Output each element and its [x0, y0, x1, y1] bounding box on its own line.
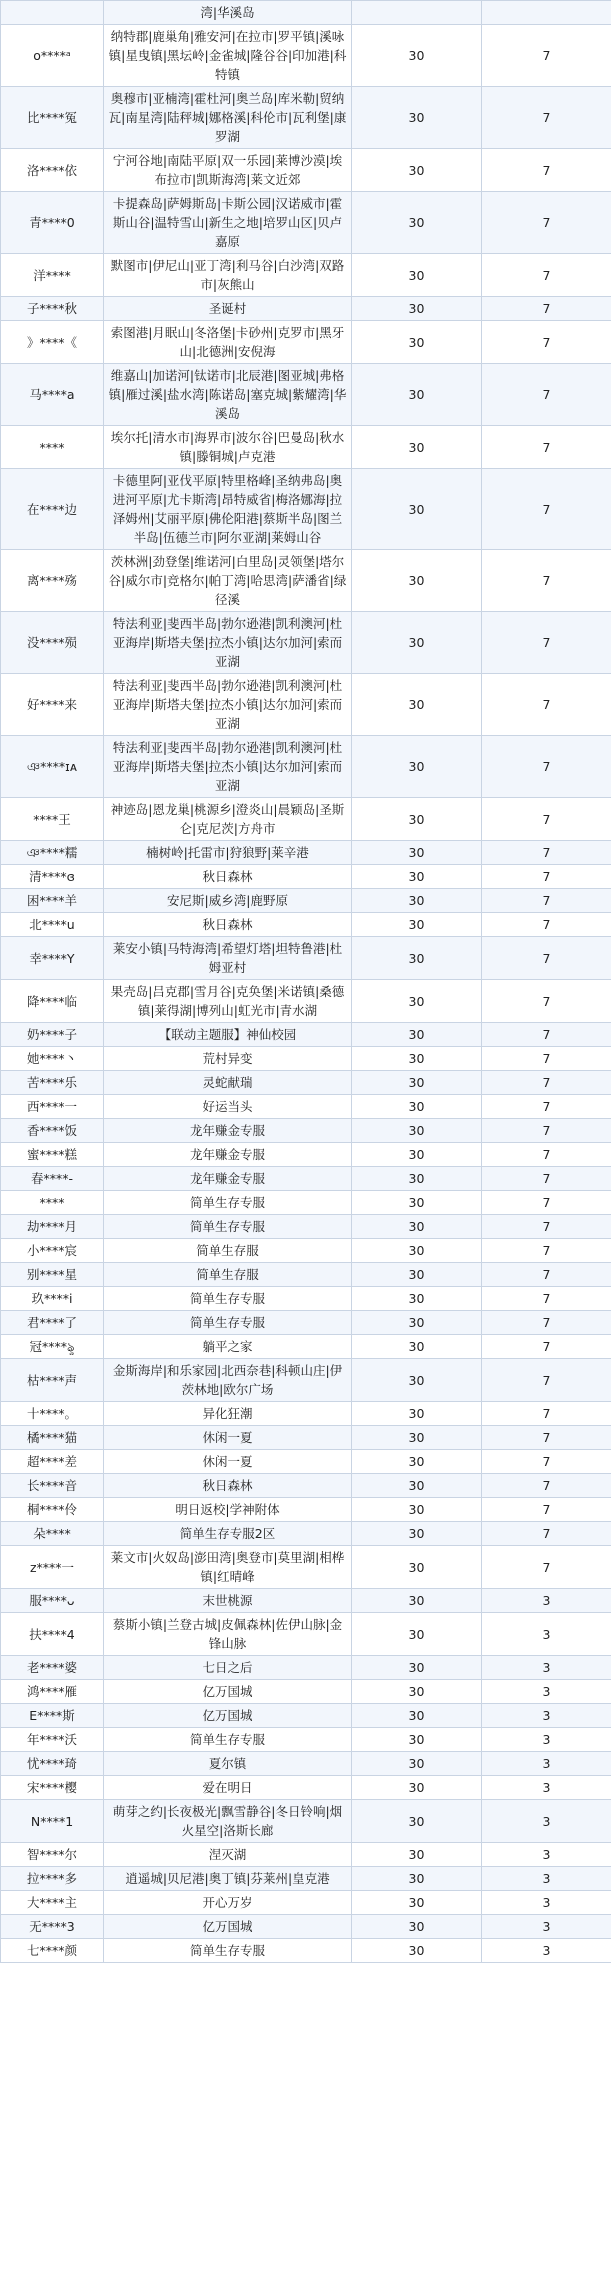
value-a-cell: 30	[352, 937, 482, 980]
table-row	[1, 1095, 611, 1119]
table-row	[1, 254, 611, 297]
server-locations-cell: 亿万国城	[104, 1704, 352, 1728]
table-row	[1, 1522, 611, 1546]
server-locations-cell: 秋日森林	[104, 1474, 352, 1498]
table-row	[1, 889, 611, 913]
table-row	[1, 1728, 611, 1752]
server-locations-cell: 特法利亚|斐西半岛|勃尔逊港|凯利澳河|杜亚海岸|斯塔夫堡|拉杰小镇|达尔加河|索而亚湖	[104, 612, 352, 674]
value-a-cell: 30	[352, 1143, 482, 1167]
value-b-cell: 7	[482, 1426, 611, 1450]
player-name-cell: z****一	[1, 1546, 104, 1589]
player-name-cell: 年****沃	[1, 1728, 104, 1752]
table-row	[1, 1891, 611, 1915]
player-name-cell: 扶****4	[1, 1613, 104, 1656]
server-locations-cell: 龙年赚金专服	[104, 1119, 352, 1143]
table-row	[1, 1215, 611, 1239]
player-name-cell	[1, 1, 104, 25]
value-a-cell: 30	[352, 87, 482, 149]
table-row	[1, 1680, 611, 1704]
value-a-cell: 30	[352, 913, 482, 937]
table-row	[1, 1359, 611, 1402]
value-b-cell: 7	[482, 889, 611, 913]
value-a-cell: 30	[352, 674, 482, 736]
server-locations-cell: 索图港|月眠山|冬洛堡|卡砂州|克罗市|黑牙山|北德洲|安倪海	[104, 321, 352, 364]
player-name-cell: 她****丶	[1, 1047, 104, 1071]
table-row	[1, 1167, 611, 1191]
server-locations-cell: 蔡斯小镇|兰登古城|皮佩森林|佐伊山脉|金锋山脉	[104, 1613, 352, 1656]
server-locations-cell: 开心万岁	[104, 1891, 352, 1915]
server-locations-cell: 圣诞村	[104, 297, 352, 321]
value-b-cell: 3	[482, 1680, 611, 1704]
value-b-cell: 7	[482, 1359, 611, 1402]
value-a-cell: 30	[352, 469, 482, 550]
server-locations-cell: 爱在明日	[104, 1776, 352, 1800]
value-a-cell: 30	[352, 1191, 482, 1215]
value-a-cell: 30	[352, 192, 482, 254]
server-locations-cell: 安尼斯|威乡湾|鹿野原	[104, 889, 352, 913]
player-name-cell: E****斯	[1, 1704, 104, 1728]
server-locations-cell: 休闲一夏	[104, 1450, 352, 1474]
value-a-cell: 30	[352, 1023, 482, 1047]
value-a-cell: 30	[352, 1680, 482, 1704]
server-locations-cell: 逍遥城|贝尼港|奥丁镇|芬莱州|皇克港	[104, 1867, 352, 1891]
server-locations-cell: 默图市|伊尼山|亚丁湾|利马谷|白沙湾|双路市|灰熊山	[104, 254, 352, 297]
table-row	[1, 1800, 611, 1843]
table-row	[1, 1843, 611, 1867]
server-locations-cell: 特法利亚|斐西半岛|勃尔逊港|凯利澳河|杜亚海岸|斯塔夫堡|拉杰小镇|达尔加河|索而亚湖	[104, 674, 352, 736]
table-row	[1, 841, 611, 865]
value-a-cell: 30	[352, 1263, 482, 1287]
value-b-cell: 3	[482, 1776, 611, 1800]
value-a-cell: 30	[352, 321, 482, 364]
server-locations-cell: 卡提森岛|萨姆斯岛|卡斯公园|汉诺威市|霍斯山谷|温特雪山|新生之地|培罗山区|贝卢嘉原	[104, 192, 352, 254]
value-b-cell: 7	[482, 1143, 611, 1167]
player-name-cell: 大****主	[1, 1891, 104, 1915]
value-a-cell: 30	[352, 1359, 482, 1402]
value-a-cell: 30	[352, 1867, 482, 1891]
value-b-cell: 7	[482, 1450, 611, 1474]
value-b-cell	[482, 1, 611, 25]
player-name-cell: 子****秋	[1, 297, 104, 321]
server-locations-cell: 果壳岛|吕克郡|雪月谷|克奂堡|米诺镇|桑德镇|莱得湖|博列山|虹光市|青水湖	[104, 980, 352, 1023]
player-name-cell: 服****ᴗ	[1, 1589, 104, 1613]
value-a-cell: 30	[352, 1239, 482, 1263]
player-name-cell: 清****ɞ	[1, 865, 104, 889]
value-b-cell: 7	[482, 1402, 611, 1426]
server-locations-cell: 灵蛇献瑞	[104, 1071, 352, 1095]
value-a-cell: 30	[352, 1915, 482, 1939]
value-a-cell: 30	[352, 736, 482, 798]
server-locations-cell: 莱文市|火奴岛|澎田湾|奥登市|莫里湖|相桦镇|红晴峰	[104, 1546, 352, 1589]
table-row	[1, 1191, 611, 1215]
table-row	[1, 1867, 611, 1891]
value-a-cell: 30	[352, 1426, 482, 1450]
player-name-cell: 苦****乐	[1, 1071, 104, 1095]
table-row	[1, 25, 611, 87]
server-locations-cell: 湾|华溪岛	[104, 1, 352, 25]
player-name-cell: 青****0	[1, 192, 104, 254]
value-a-cell: 30	[352, 426, 482, 469]
value-b-cell: 7	[482, 426, 611, 469]
value-b-cell: 7	[482, 736, 611, 798]
value-b-cell: 7	[482, 841, 611, 865]
table-row	[1, 937, 611, 980]
server-locations-cell: 七日之后	[104, 1656, 352, 1680]
value-b-cell: 7	[482, 1287, 611, 1311]
value-a-cell: 30	[352, 841, 482, 865]
table-row	[1, 1776, 611, 1800]
player-name-cell: 超****差	[1, 1450, 104, 1474]
value-b-cell: 7	[482, 937, 611, 980]
server-locations-cell: 秋日森林	[104, 913, 352, 937]
player-name-cell: 橘****猫	[1, 1426, 104, 1450]
table-row	[1, 321, 611, 364]
server-locations-cell: 涅灭湖	[104, 1843, 352, 1867]
server-locations-cell: 简单生存服	[104, 1239, 352, 1263]
value-a-cell: 30	[352, 1402, 482, 1426]
table-row	[1, 87, 611, 149]
value-b-cell: 3	[482, 1613, 611, 1656]
value-b-cell: 7	[482, 980, 611, 1023]
value-b-cell: 7	[482, 1167, 611, 1191]
value-a-cell: 30	[352, 1474, 482, 1498]
value-a-cell: 30	[352, 1776, 482, 1800]
player-name-cell: 北****u	[1, 913, 104, 937]
value-b-cell: 7	[482, 297, 611, 321]
server-locations-cell: 纳特郡|鹿巢角|雅安河|在拉市|罗平镇|溪咏镇|星曳镇|黑坛岭|金雀城|隆谷谷|印加港|科特镇	[104, 25, 352, 87]
value-a-cell: 30	[352, 297, 482, 321]
table-row	[1, 612, 611, 674]
value-a-cell: 30	[352, 1752, 482, 1776]
server-locations-cell: 亿万国城	[104, 1915, 352, 1939]
player-name-cell: 拉****多	[1, 1867, 104, 1891]
value-b-cell: 7	[482, 1071, 611, 1095]
table-row	[1, 1450, 611, 1474]
value-b-cell: 7	[482, 1191, 611, 1215]
value-b-cell: 7	[482, 1023, 611, 1047]
server-locations-cell: 荒村异变	[104, 1047, 352, 1071]
server-locations-cell: 秋日森林	[104, 865, 352, 889]
player-name-cell: 朵****	[1, 1522, 104, 1546]
value-b-cell: 7	[482, 798, 611, 841]
value-a-cell: 30	[352, 1522, 482, 1546]
server-locations-cell: 简单生存专服	[104, 1939, 352, 1963]
value-b-cell: 7	[482, 469, 611, 550]
value-a-cell: 30	[352, 1704, 482, 1728]
value-b-cell: 7	[482, 1546, 611, 1589]
player-name-cell: 春****-	[1, 1167, 104, 1191]
server-locations-cell: 神迹岛|恩龙巢|桃源乡|澄炎山|晨颖岛|圣斯仑|克尼茨|方舟市	[104, 798, 352, 841]
server-locations-cell: 夏尔镇	[104, 1752, 352, 1776]
server-locations-cell: 异化狂潮	[104, 1402, 352, 1426]
table-row	[1, 1656, 611, 1680]
value-a-cell: 30	[352, 612, 482, 674]
value-a-cell: 30	[352, 889, 482, 913]
player-name-cell: 智****尔	[1, 1843, 104, 1867]
value-b-cell: 7	[482, 25, 611, 87]
table-row	[1, 426, 611, 469]
value-a-cell: 30	[352, 1843, 482, 1867]
player-name-cell: 老****婆	[1, 1656, 104, 1680]
table-row	[1, 1426, 611, 1450]
value-b-cell: 7	[482, 612, 611, 674]
value-a-cell: 30	[352, 1335, 482, 1359]
value-a-cell: 30	[352, 1891, 482, 1915]
player-name-cell: 君****了	[1, 1311, 104, 1335]
player-name-cell: 七****颜	[1, 1939, 104, 1963]
value-a-cell: 30	[352, 1546, 482, 1589]
value-a-cell: 30	[352, 1656, 482, 1680]
table-row	[1, 1, 611, 25]
player-name-cell: 离****殇	[1, 550, 104, 612]
value-b-cell: 7	[482, 321, 611, 364]
table-row	[1, 1143, 611, 1167]
table-row	[1, 1335, 611, 1359]
player-name-cell: 枯****声	[1, 1359, 104, 1402]
table-row	[1, 1071, 611, 1095]
server-locations-cell: 明日返校|学神附体	[104, 1498, 352, 1522]
value-b-cell: 7	[482, 1263, 611, 1287]
value-a-cell: 30	[352, 364, 482, 426]
value-a-cell: 30	[352, 1095, 482, 1119]
value-b-cell: 7	[482, 1095, 611, 1119]
value-b-cell: 7	[482, 1239, 611, 1263]
table-row	[1, 364, 611, 426]
value-b-cell: 7	[482, 254, 611, 297]
server-locations-cell: 金斯海岸|和乐家园|北西奈巷|科顿山庄|伊茨林地|欧尔广场	[104, 1359, 352, 1402]
player-name-cell: 十****。	[1, 1402, 104, 1426]
table-row	[1, 798, 611, 841]
value-b-cell: 3	[482, 1656, 611, 1680]
value-b-cell: 3	[482, 1728, 611, 1752]
value-b-cell: 7	[482, 1047, 611, 1071]
value-a-cell: 30	[352, 1613, 482, 1656]
table-row	[1, 469, 611, 550]
value-a-cell: 30	[352, 1119, 482, 1143]
server-locations-cell: 简单生存专服	[104, 1191, 352, 1215]
player-name-cell: 奶****子	[1, 1023, 104, 1047]
player-name-cell: 忧****琦	[1, 1752, 104, 1776]
player-name-cell: ঞ****糯	[1, 841, 104, 865]
value-b-cell: 7	[482, 1474, 611, 1498]
server-locations-cell: 简单生存专服	[104, 1215, 352, 1239]
table-row	[1, 1287, 611, 1311]
server-locations-cell: 龙年赚金专服	[104, 1143, 352, 1167]
player-name-cell: N****1	[1, 1800, 104, 1843]
player-name-cell: 别****星	[1, 1263, 104, 1287]
table-row	[1, 674, 611, 736]
server-locations-cell: 好运当头	[104, 1095, 352, 1119]
table-row	[1, 1239, 611, 1263]
value-a-cell: 30	[352, 1071, 482, 1095]
server-locations-cell: 奥穆市|亚楠湾|霍杜河|奥兰岛|库米勒|贸纳瓦|南星湾|陆秤城|娜格溪|科伦市|瓦利堡|康罗湖	[104, 87, 352, 149]
player-name-cell: 宋****樱	[1, 1776, 104, 1800]
player-name-cell: 小****宸	[1, 1239, 104, 1263]
value-b-cell: 7	[482, 865, 611, 889]
player-name-cell: ****	[1, 426, 104, 469]
server-locations-cell: 简单生存专服	[104, 1728, 352, 1752]
player-name-cell: 》****《	[1, 321, 104, 364]
table-row	[1, 865, 611, 889]
value-a-cell: 30	[352, 1589, 482, 1613]
value-b-cell: 3	[482, 1915, 611, 1939]
server-locations-cell: 萌芽之约|长夜极光|飘雪静谷|冬日铃响|烟火星空|洛斯长廊	[104, 1800, 352, 1843]
player-name-cell: 玖****i	[1, 1287, 104, 1311]
player-name-cell: 劫****月	[1, 1215, 104, 1239]
value-a-cell: 30	[352, 1498, 482, 1522]
server-locations-cell: 特法利亚|斐西半岛|勃尔逊港|凯利澳河|杜亚海岸|斯塔夫堡|拉杰小镇|达尔加河|索而亚湖	[104, 736, 352, 798]
player-name-cell: 马****a	[1, 364, 104, 426]
value-a-cell: 30	[352, 149, 482, 192]
server-locations-cell: 躺平之家	[104, 1335, 352, 1359]
table-row	[1, 736, 611, 798]
server-locations-cell: 楠树岭|托雷市|狩狼野|莱辛港	[104, 841, 352, 865]
value-b-cell: 7	[482, 1498, 611, 1522]
server-locations-cell: 维嘉山|加诺河|钛诺市|北辰港|图亚城|弗格镇|雁过溪|盐水湾|陈诺岛|塞克城|紫耀湾|华溪岛	[104, 364, 352, 426]
table-row	[1, 980, 611, 1023]
value-a-cell: 30	[352, 1287, 482, 1311]
value-b-cell: 7	[482, 550, 611, 612]
value-b-cell: 7	[482, 1119, 611, 1143]
value-b-cell: 3	[482, 1891, 611, 1915]
value-b-cell: 7	[482, 1311, 611, 1335]
player-name-cell: 困****羊	[1, 889, 104, 913]
server-locations-cell: 末世桃源	[104, 1589, 352, 1613]
value-a-cell: 30	[352, 254, 482, 297]
player-name-cell: ****王	[1, 798, 104, 841]
player-name-cell: 洛****依	[1, 149, 104, 192]
value-b-cell: 3	[482, 1843, 611, 1867]
player-name-cell: 无****3	[1, 1915, 104, 1939]
server-locations-cell: 莱安小镇|马特海湾|希望灯塔|坦特鲁港|杜姆亚村	[104, 937, 352, 980]
value-a-cell: 30	[352, 550, 482, 612]
value-b-cell: 3	[482, 1704, 611, 1728]
table-row	[1, 192, 611, 254]
value-a-cell: 30	[352, 1311, 482, 1335]
server-locations-cell: 茨林洲|劲登堡|维诺河|白里岛|灵领堡|塔尔谷|威尔市|竞格尔|帕丁湾|哈思湾|萨潘省|绿径溪	[104, 550, 352, 612]
server-locations-cell: 简单生存专服	[104, 1311, 352, 1335]
table-row	[1, 1263, 611, 1287]
value-a-cell: 30	[352, 798, 482, 841]
table-row	[1, 1474, 611, 1498]
player-name-cell: 没****殒	[1, 612, 104, 674]
player-name-cell: 长****音	[1, 1474, 104, 1498]
table-row	[1, 1023, 611, 1047]
value-b-cell: 7	[482, 1215, 611, 1239]
table-row	[1, 1752, 611, 1776]
player-name-cell: 好****来	[1, 674, 104, 736]
value-a-cell: 30	[352, 1728, 482, 1752]
value-a-cell: 30	[352, 1800, 482, 1843]
server-locations-cell: 卡德里阿|亚伐平原|特里格峰|圣纳弗岛|奥进河平原|尤卡斯湾|昂特威省|梅洛娜海|拉泽姆州|艾丽平原|佛伦阳港|蔡斯半岛|图兰半岛|伍德兰市|阿尔亚湖|莱姆山谷	[104, 469, 352, 550]
table-row	[1, 1047, 611, 1071]
value-b-cell: 7	[482, 1335, 611, 1359]
value-a-cell: 30	[352, 1939, 482, 1963]
value-a-cell: 30	[352, 1047, 482, 1071]
value-b-cell: 7	[482, 192, 611, 254]
value-b-cell: 3	[482, 1867, 611, 1891]
server-locations-cell: 简单生存服	[104, 1263, 352, 1287]
table-row	[1, 1311, 611, 1335]
server-locations-cell: 简单生存专服	[104, 1287, 352, 1311]
value-b-cell: 3	[482, 1939, 611, 1963]
server-locations-cell: 【联动主题服】神仙校园	[104, 1023, 352, 1047]
player-name-cell: ****	[1, 1191, 104, 1215]
table-row	[1, 1939, 611, 1963]
table-row	[1, 1498, 611, 1522]
server-locations-cell: 简单生存专服2区	[104, 1522, 352, 1546]
table-row	[1, 297, 611, 321]
value-b-cell: 7	[482, 87, 611, 149]
player-name-cell: 在****边	[1, 469, 104, 550]
table-row	[1, 149, 611, 192]
table-row	[1, 1402, 611, 1426]
player-name-cell: 香****饭	[1, 1119, 104, 1143]
table-row	[1, 1589, 611, 1613]
player-name-cell: 西****一	[1, 1095, 104, 1119]
value-a-cell: 30	[352, 1215, 482, 1239]
player-name-cell: 比****冤	[1, 87, 104, 149]
value-b-cell: 7	[482, 1522, 611, 1546]
value-a-cell: 30	[352, 980, 482, 1023]
player-name-cell: 洋****	[1, 254, 104, 297]
player-name-cell: 幸****Y	[1, 937, 104, 980]
table-row	[1, 550, 611, 612]
player-name-cell: 降****临	[1, 980, 104, 1023]
table-row	[1, 1546, 611, 1589]
table-row	[1, 1613, 611, 1656]
server-locations-cell: 休闲一夏	[104, 1426, 352, 1450]
server-locations-cell: 亿万国城	[104, 1680, 352, 1704]
server-locations-cell: 埃尔托|清水市|海界市|波尔谷|巴曼岛|秋水镇|滕铜城|卢克港	[104, 426, 352, 469]
player-name-cell: 蜜****糕	[1, 1143, 104, 1167]
value-a-cell: 30	[352, 25, 482, 87]
table-row	[1, 913, 611, 937]
table-row	[1, 1704, 611, 1728]
value-b-cell: 7	[482, 674, 611, 736]
value-b-cell: 7	[482, 149, 611, 192]
table-row	[1, 1915, 611, 1939]
value-a-cell: 30	[352, 1450, 482, 1474]
value-a-cell: 30	[352, 865, 482, 889]
value-a-cell	[352, 1, 482, 25]
server-locations-cell: 宁河谷地|南陆平原|双一乐园|莱博沙漠|埃布拉市|凯斯海湾|莱文近郊	[104, 149, 352, 192]
value-b-cell: 7	[482, 913, 611, 937]
player-name-cell: 桐****伶	[1, 1498, 104, 1522]
server-table-body	[1, 1, 611, 1963]
value-b-cell: 3	[482, 1589, 611, 1613]
server-locations-cell: 龙年赚金专服	[104, 1167, 352, 1191]
value-b-cell: 3	[482, 1752, 611, 1776]
table-row	[1, 1119, 611, 1143]
value-b-cell: 7	[482, 364, 611, 426]
value-b-cell: 3	[482, 1800, 611, 1843]
player-name-cell: 冠****ৡ	[1, 1335, 104, 1359]
value-a-cell: 30	[352, 1167, 482, 1191]
player-name-cell: 鸿****雁	[1, 1680, 104, 1704]
player-name-cell: o****ᵃ	[1, 25, 104, 87]
player-name-cell: ঞ****ɪᴀ	[1, 736, 104, 798]
